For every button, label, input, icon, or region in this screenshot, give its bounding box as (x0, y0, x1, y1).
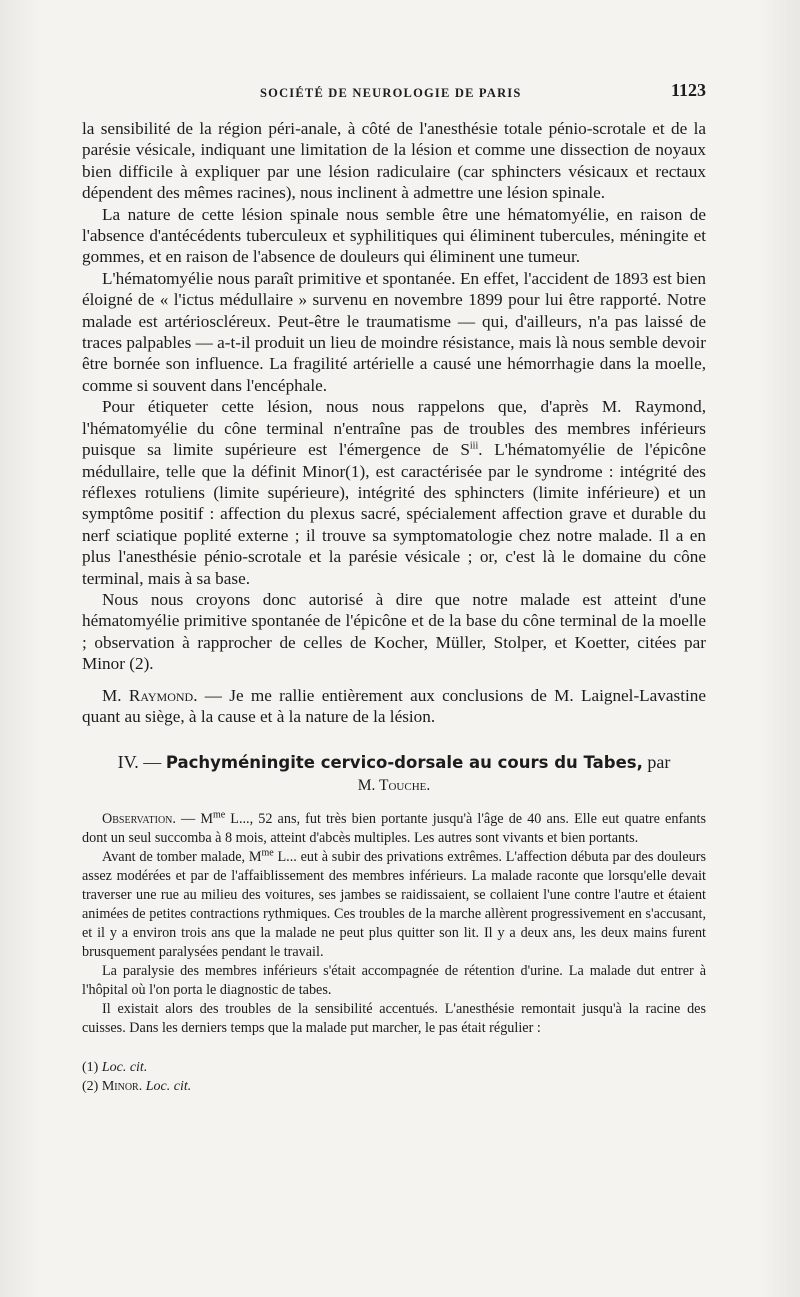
page-header (82, 80, 706, 104)
footnote-1-text: Loc. cit. (101, 1060, 148, 1076)
observation (82, 810, 706, 1038)
reply-speaker: M. Raymond. (102, 685, 198, 705)
paragraph-5: Nous nous croyons donc autorisé à dire que notre malade est atteint d'une hématomyélie primitive spontanée de l'épicône et de la base du cône terminal de la moelle ; observation à rapprocher de celles de Kocher, Müller, Stolper, et Koetter, citées par Minor (2). (82, 589, 706, 674)
section-par: par (642, 752, 671, 773)
footnote-2-number: (2) (82, 1079, 102, 1095)
section-number: IV. — (117, 752, 166, 773)
observation-p1-sup: me (212, 809, 226, 821)
paragraph-4-superscript: iii (469, 440, 479, 452)
observation-paragraph-4: Il existait alors des troubles de la sensibilité accentués. L'anesthésie remontait jusqu'à la racine des cuisses. Dans les derniers temps que la malade put marcher, le pas était régulier : (82, 1001, 706, 1037)
paragraph-2: La nature de cette lésion spinale nous semble être une hématomyélie, en raison de l'absence d'antécédents tuberculeux et syphilitiques qui éliminent tubercules, méningite et gommes, et en raison de l'absence de douleurs qui éliminent une tumeur. (82, 204, 706, 267)
raymond-reply (82, 685, 706, 728)
section-author: M. Touche. (357, 777, 431, 795)
paragraph-4 (82, 396, 706, 589)
observation-p1-a: — M (175, 811, 213, 828)
running-head: SOCIÉTÉ DE NEUROLOGIE DE PARIS (260, 86, 522, 100)
page-number: 1123 (670, 80, 706, 100)
observation-paragraph-2 (82, 848, 706, 962)
section-title-text: Pachyméningite cervico-dorsale au cours du Tabes, (165, 753, 643, 773)
footnotes (82, 1058, 706, 1096)
observation-p2-b: L... eut à subir des privations extrêmes. L'affection débuta par des douleurs assez modérées et par de l'affaiblissement des membres inférieurs. La malade raconte que lorsqu'elle devait traverser une rue au milieu des voitures, ses jambes se raidissaient, se collaient l'une contre l'autre et étaient animées de petites contractions rythmiques. Ces troubles de la marche allèrent progressivement en s'accusant, et il y a environ trois ans que la malade ne peut plus quitter son lit. Il y a deux ans, les deux mains furent brusquement paralysées pendant le travail. (82, 849, 706, 961)
observation-p2-sup: me (261, 847, 274, 859)
observation-paragraph-3: La paralysie des membres inférieurs s'était accompagnée de rétention d'urine. La malade dut entrer à l'hôpital où l'on porta le diagnostic de tabes. (82, 963, 706, 999)
footnote-2 (82, 1077, 706, 1096)
observation-p2-a: Avant de tomber malade, M (102, 849, 262, 866)
observation-label: Observation. (102, 811, 176, 828)
page-body (82, 118, 706, 1096)
paragraph-4-part-a: Pour étiqueter cette lésion, nous nous rappelons que, d'après M. Raymond, l'hématomyélie du cône terminal n'entraîne pas de troubles des membres inférieurs puisque sa limite supérieure est l'émergence de S (82, 397, 706, 460)
reply-text: — Je me rallie entièrement aux conclusions de M. Laignel-Lavastine quant au siège, à la cause et à la nature de la lésion. (82, 685, 706, 726)
paragraph-3: L'hématomyélie nous paraît primitive et spontanée. En effet, l'accident de 1893 est bien éloigné de « l'ictus médullaire » survenu en novembre 1899 pour lui être rapporté. Notre malade est artérioscléreux. Peut-être le traumatisme — qui, d'ailleurs, n'a pas laissé de traces palpables — a-t-il produit un lieu de moindre résistance, mais là nous semble devoir être bornée son influence. La fragilité artérielle a causé une hémorrhagie dans la moelle, comme si souvent dans l'encéphale. (82, 268, 706, 395)
observation-paragraph-1 (82, 810, 706, 848)
footnote-2-text: Loc. cit. (142, 1079, 192, 1095)
section-title (82, 751, 706, 774)
paragraph-1: la sensibilité de la région péri-anale, à côté de l'anesthésie totale pénio-scrotale et de la parésie vésicale, indiquant une limitation de la lésion et comme une dissection de noyaux bien difficile à expliquer par une lésion radiculaire (car sphincters vésicaux et rectaux dépendent des mêmes racines), nous inclinent à admettre une lésion spinale. (82, 119, 706, 203)
footnote-1-number: (1) (82, 1060, 102, 1076)
footnote-1 (82, 1058, 706, 1077)
observation-p1-b: L..., 52 ans, fut très bien portante jusqu'à l'âge de 40 ans. Elle eut quatre enfants dont un seul succomba à 8 mois, atteint d'abcès multiples. Les autres sont vivants et bien portants. (82, 811, 706, 847)
paragraph-4-part-b: . L'hématomyélie de l'épicône médullaire, telle que la définit Minor(1), est caractérisée par le syndrome : intégrité des réflexes rotuliens (limite supérieure), intégrité des sphincters (limite inférieure) et un symptôme positif : affection du plexus sacré, spécialement affection grave et durable du nerf sciatique poplité externe ; il trouve sa symptomatologie chez notre malade. Il a en plus l'anesthésie pénio-scrotale et la parésie vésicale ; or, c'est là le domaine du cône terminal, mais à sa base. (82, 440, 706, 588)
footnote-2-author: Minor. (101, 1079, 143, 1095)
main-text (82, 118, 706, 727)
